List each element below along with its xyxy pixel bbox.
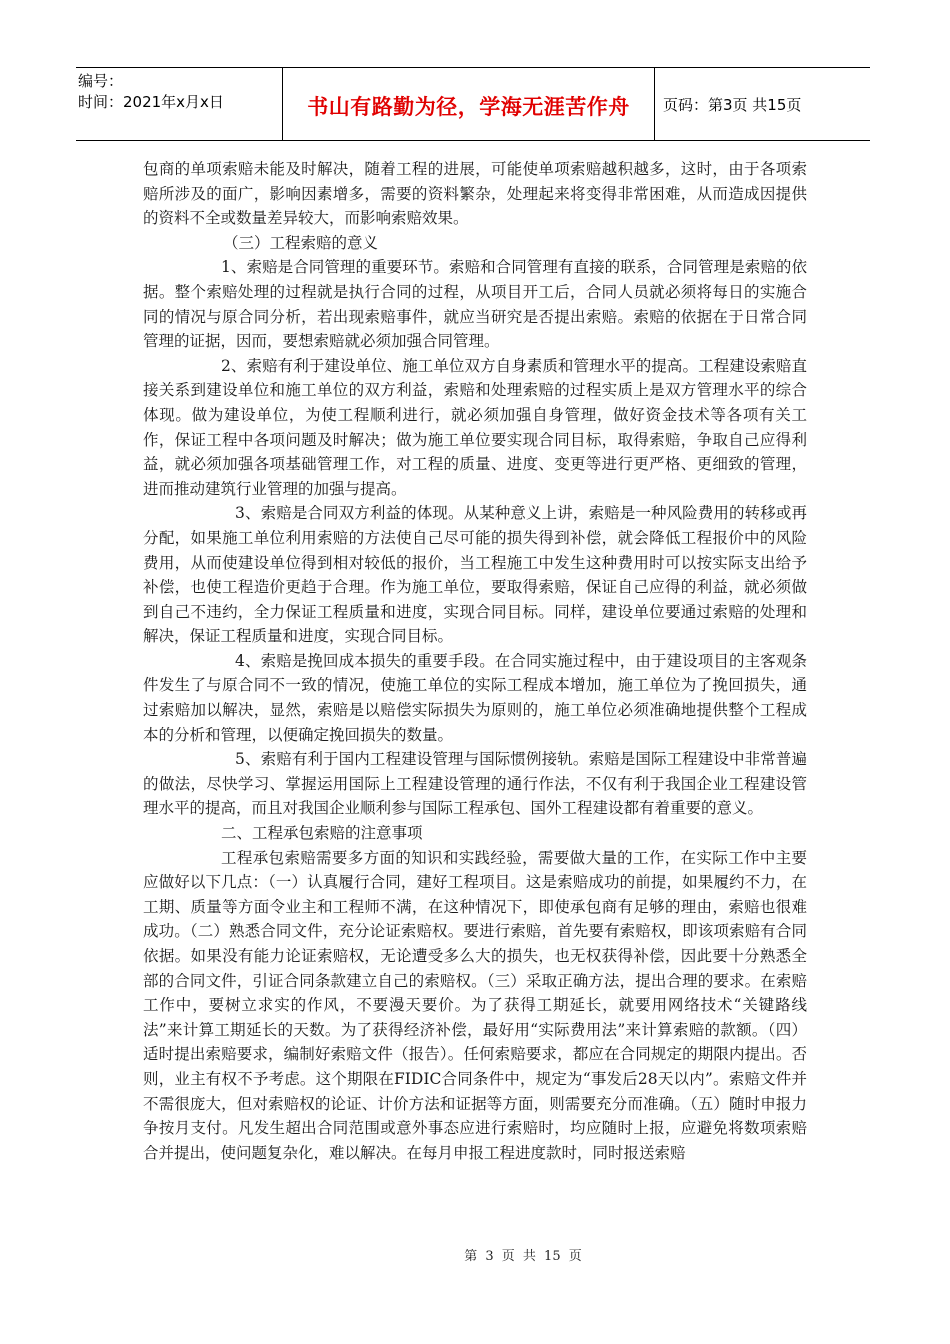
- header-meta: [76, 68, 283, 140]
- page-header: [76, 67, 870, 141]
- list-item: 1、索赔是合同管理的重要环节。索赔和合同管理有直接的联系，合同管理是索赔的依据。整个索赔处理的过程就是执行合同的过程，从项目开工后，合同人员就必须将每日的实施合同的情况与原合同分析，若出现索赔事件，就应当研究是否提出索赔。索赔的依据在于日常合同管理的证据，因而，要想索赔就必须加强合同管理。: [143, 258, 807, 351]
- document-body: [143, 157, 807, 1165]
- document-date-label: 时间：2021年x月x日: [78, 93, 224, 111]
- list-item: 5、索赔有利于国内工程建设管理与国际惯例接轨。索赔是国际工程建设中非常普遍的做法，尽快学习、掌握运用国际上工程建设管理的通行作法，不仅有利于我国企业工程建设管理水平的提高，而且对我国企业顺利参与国际工程承包、国外工程建设都有着重要的意义。: [143, 750, 807, 818]
- header-page-number: 页码：第3页 共15页: [663, 95, 802, 114]
- section-subheading: （三）工程索赔的意义: [223, 233, 379, 252]
- list-item: 2、索赔有利于建设单位、施工单位双方自身素质和管理水平的提高。工程建设索赔直接关系到建设单位和施工单位的双方利益，索赔和处理索赔的过程实质上是双方管理水平的综合体现。做为建设单位，为使工程顺利进行，就必须加强自身管理，做好资金技术等各项有关工作，保证工程中各项问题及时解决；做为施工单位要实现合同目标，取得索赔，争取自己应得利益，就必须加强各项基础管理工作，对工程的质量、进度、变更等进行更严格、更细致的管理，进而推动建筑行业管理的加强与提高。: [143, 356, 807, 498]
- page-footer: 第 3 页 共 15 页: [464, 1249, 582, 1264]
- body-paragraph: 包商的单项索赔未能及时解决，随着工程的进展，可能使单项索赔越积越多，这时，由于各项索赔所涉及的面广，影响因素增多，需要的资料繁杂，处理起来将变得非常困难，从而造成因提供的资料不全或数量差异较大，而影响索赔效果。: [143, 160, 807, 228]
- document-number-label: 编号：: [78, 72, 124, 90]
- section-heading: 二、工程承包索赔的注意事项: [221, 824, 423, 843]
- list-item: 3、索赔是合同双方利益的体现。从某种意义上讲，索赔是一种风险费用的转移或再分配，如果施工单位利用索赔的方法使自己尽可能的损失得到补偿，就会降低工程报价中的风险费用，从而使建设单位得到相对较低的报价，当工程施工中发生这种费用时可以按实际支出给予补偿，也使工程造价更趋于合理。作为施工单位，要取得索赔，保证自己应得的利益，就必须做到自己不违约，全力保证工程质量和进度，实现合同目标。同样，建设单位要通过索赔的处理和解决，保证工程质量和进度，实现合同目标。: [143, 504, 807, 646]
- header-motto-cell: [283, 68, 655, 140]
- header-motto: 书山有路勤为径，学海无涯苦作舟: [307, 95, 630, 119]
- list-item: 4、索赔是挽回成本损失的重要手段。在合同实施过程中，由于建设项目的主客观条件发生了与原合同不一致的情况，使施工单位的实际工程成本增加，施工单位为了挽回损失，通过索赔加以解决，显然，索赔是以赔偿实际损失为原则的，施工单位必须准确地提供整个工程成本的分析和管理，以便确定挽回损失的数量。: [143, 651, 807, 744]
- body-paragraph: 工程承包索赔需要多方面的知识和实践经验，需要做大量的工作，在实际工作中主要应做好以下几点：（一）认真履行合同，建好工程项目。这是索赔成功的前提，如果履约不力，在工期、质量等方面令业主和工程师不满，在这种情况下，即使承包商有足够的理由，索赔也很难成功。（二）熟悉合同文件，充分论证索赔权。要进行索赔，首先要有索赔权，即该项索赔有合同依据。如果没有能力论证索赔权，无论遭受多么大的损失，也无权获得补偿，因此要十分熟悉全部的合同文件，引证合同条款建立自己的索赔权。（三）采取正确方法，提出合理的要求。在索赔工作中，要树立求实的作风，不要漫天要价。为了获得工期延长，就要用网络技术“关键路线法”来计算工期延长的天数。为了获得经济补偿，最好用“实际费用法”来计算索赔的款额。（四）适时提出索赔要求，编制好索赔文件（报告）。任何索赔要求，都应在合同规定的期限内提出。否则，业主有权不予考虑。这个期限在FIDIC合同条件中，规定为“事发后28天以内”。索赔文件并不需很庞大，但对索赔权的论证、计价方法和证据等方面，则需要充分而准确。（五）随时申报力争按月支付。凡发生超出合同范围或意外事态应进行索赔时，均应随时上报，应避免将数项索赔合并提出，使问题复杂化，难以解决。在每月申报工程进度款时，同时报送索赔: [143, 848, 807, 1162]
